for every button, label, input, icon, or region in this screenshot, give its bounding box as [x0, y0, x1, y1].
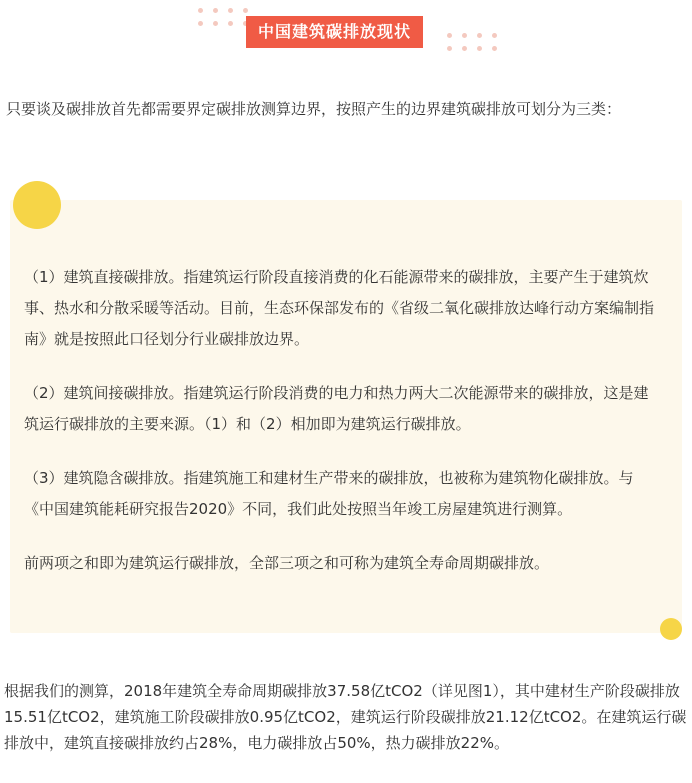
- decorative-circle-small: [660, 618, 682, 640]
- measurement-summary-paragraph: 根据我们的测算，2018年建筑全寿命周期碳排放37.58亿tCO2（详见图1），其中建材生产阶段碳排放15.51亿tCO2，建筑施工阶段碳排放0.95亿tCO2，建筑运行阶段碳排放21.12亿tCO2。在建筑运行碳排放中，建筑直接碳排放约占28%，电力碳排放占50%，热力碳排放22%。: [4, 682, 687, 752]
- decorative-circle-large: [13, 181, 61, 229]
- section-header: [0, 0, 692, 70]
- classification-item-indirect: （2）建筑间接碳排放。指建筑运行阶段消费的电力和热力两大二次能源带来的碳排放，这是建筑运行碳排放的主要来源。（1）和（2）相加即为建筑运行碳排放。: [24, 384, 649, 433]
- classification-summary-note: 前两项之和即为建筑运行碳排放，全部三项之和可称为建筑全寿命周期碳排放。: [24, 554, 550, 572]
- decorative-dots-left: [198, 8, 250, 26]
- classification-item-direct: （1）建筑直接碳排放。指建筑运行阶段直接消费的化石能源带来的碳排放，主要产生于建筑炊事、热水和分散采暖等活动。目前，生态环保部发布的《省级二氧化碳排放达峰行动方案编制指南》就是按照此口径划分行业碳排放边界。: [24, 268, 655, 348]
- classification-list: [24, 262, 658, 602]
- classification-item-embodied: （3）建筑隐含碳排放。指建筑施工和建材生产带来的碳排放，也被称为建筑物化碳排放。与《中国建筑能耗研究报告2020》不同，我们此处按照当年竣工房屋建筑进行测算。: [24, 469, 634, 518]
- section-title: 中国建筑碳排放现状: [246, 16, 423, 48]
- decorative-dots-right: [447, 33, 499, 51]
- intro-paragraph: 只要谈及碳排放首先都需要界定碳排放测算边界，按照产生的边界建筑碳排放可划分为三类：: [6, 100, 622, 118]
